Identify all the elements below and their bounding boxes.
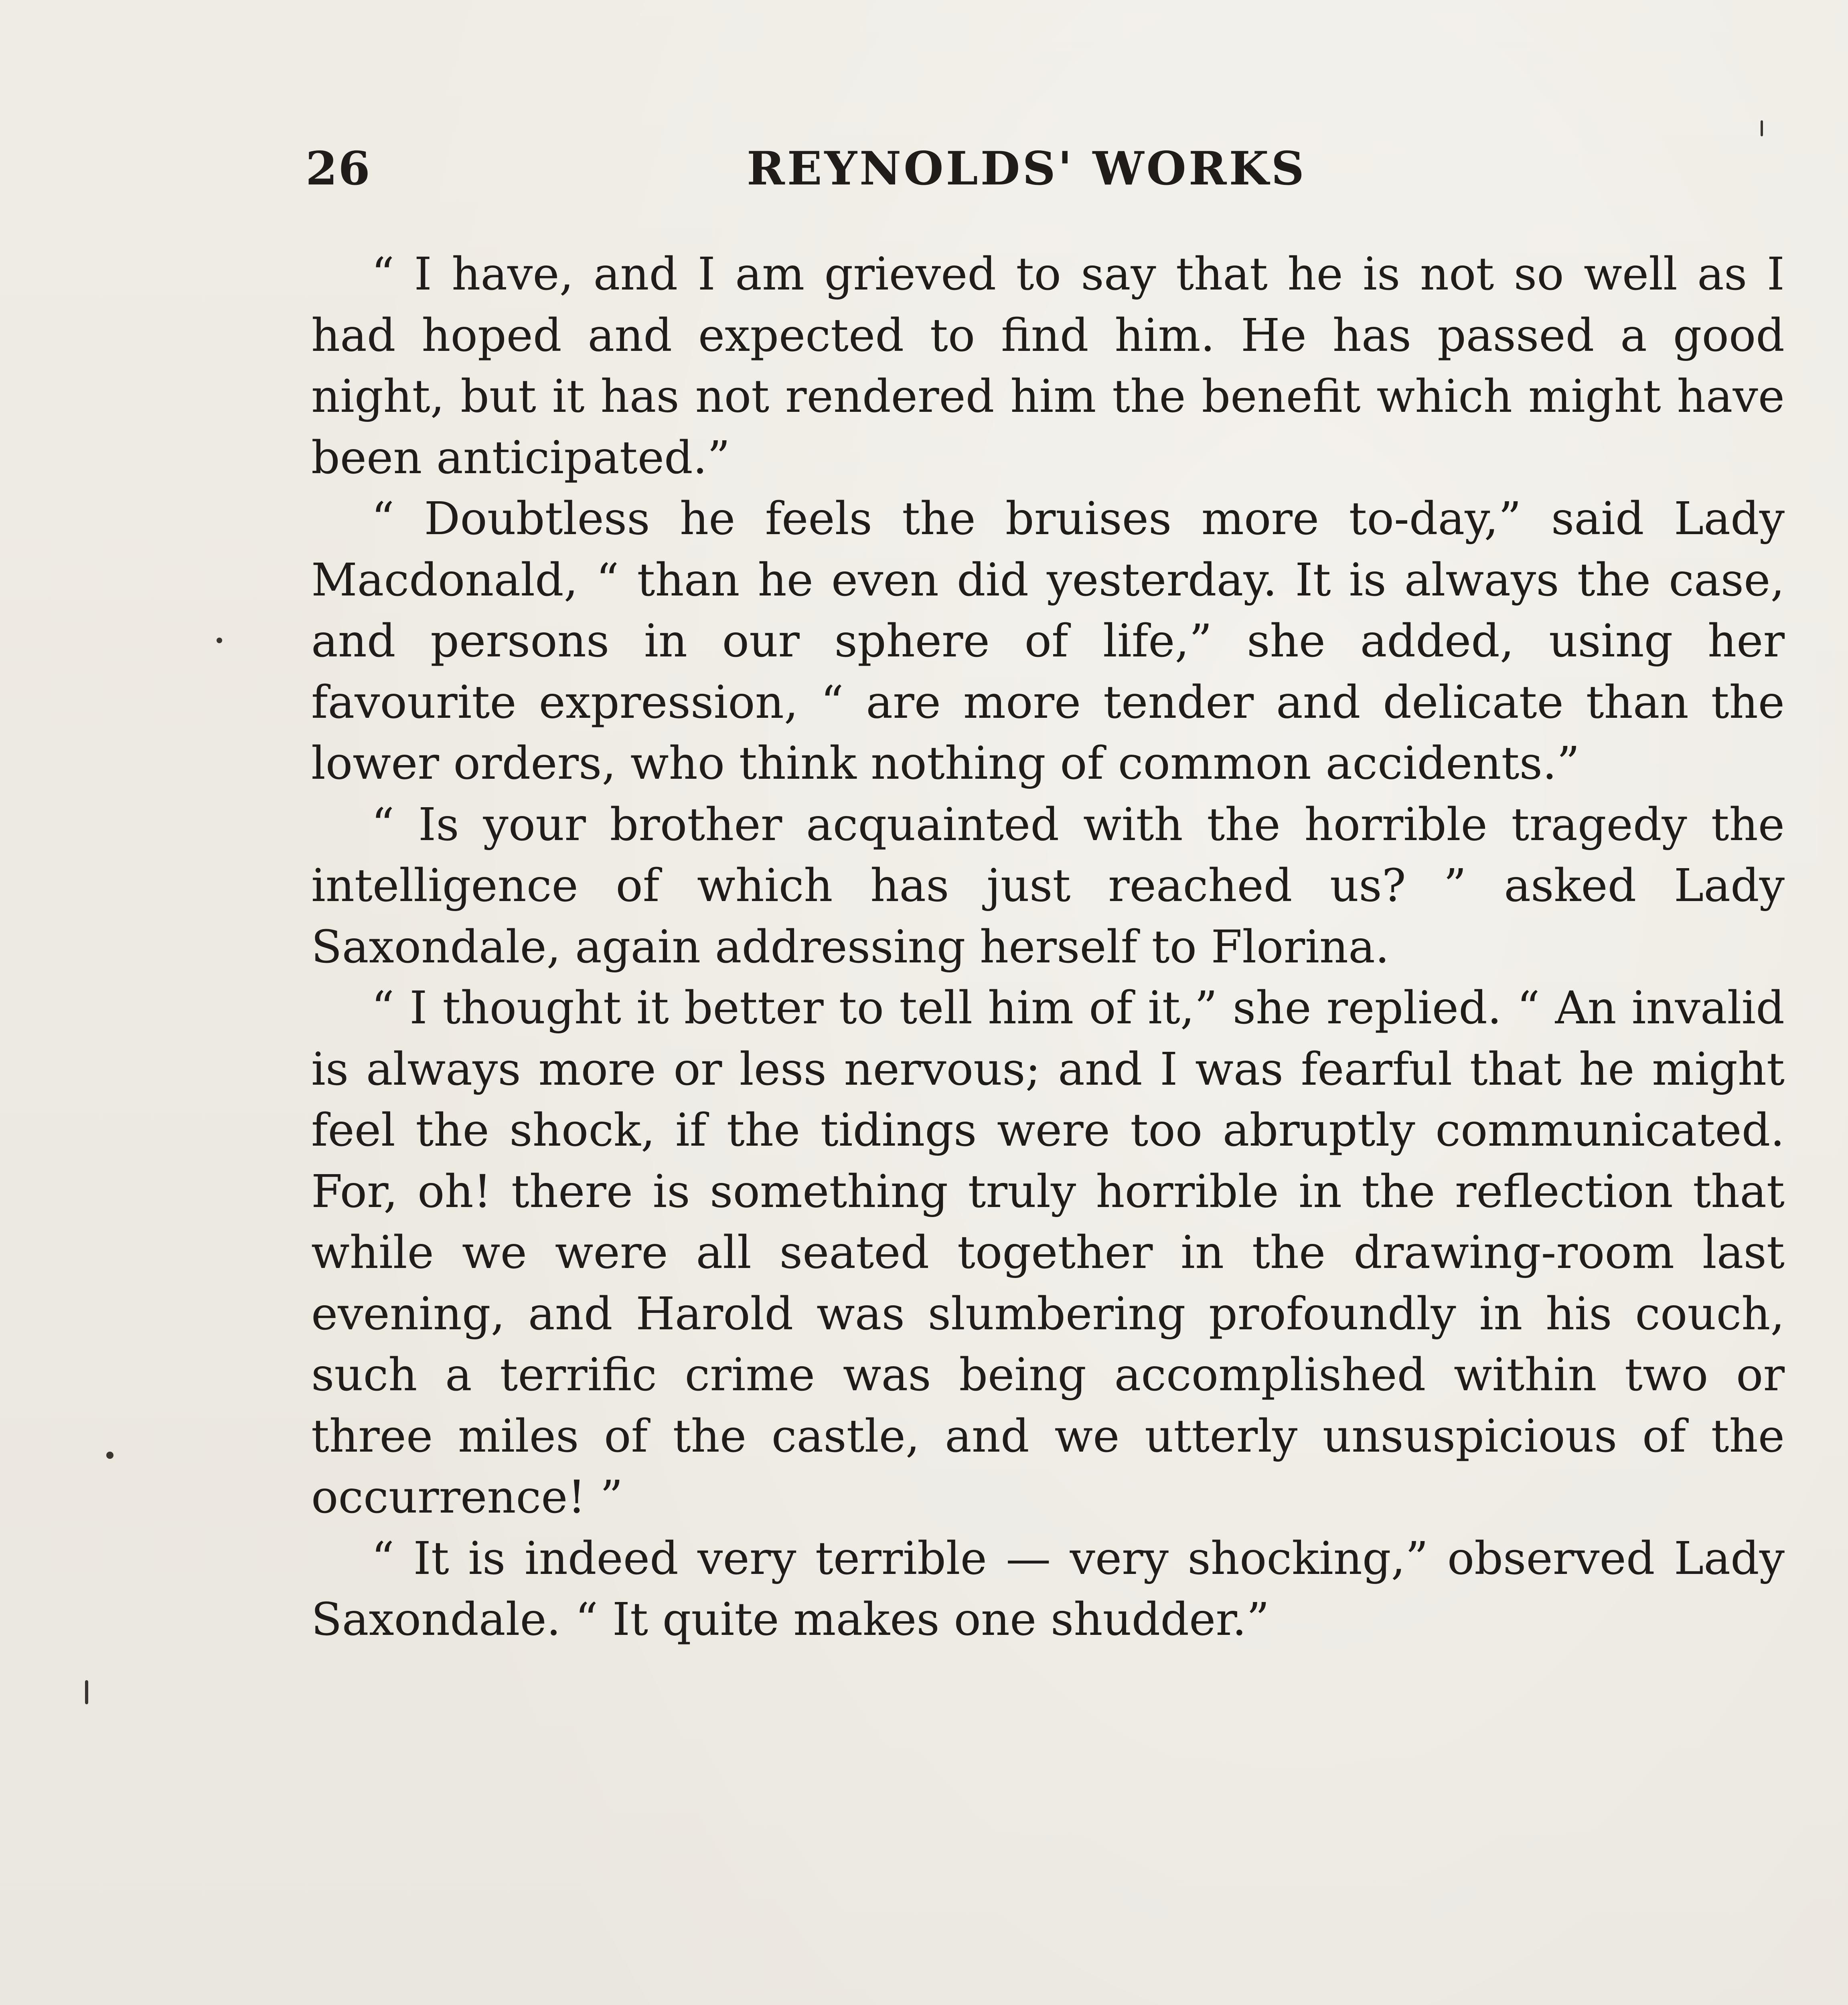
page-header: [306, 138, 1785, 198]
paper-speck: [1761, 120, 1763, 136]
paragraph: “ I have, and I am grieved to say that he is not so well as I had hoped and expected to find him. He has passed a good night, but it has not rendered him the benefit which might have been anticipated.”: [311, 248, 1785, 484]
running-head: REYNOLDS' WORKS: [747, 142, 1307, 195]
paper-speck: [106, 1452, 113, 1459]
paper-speck: [85, 1680, 88, 1704]
page-number: 26: [306, 142, 371, 195]
paragraph: “ Doubtless he feels the bruises more to-day,” said Lady Macdonald, “ than he even did yesterday. It is always the case, and persons in our sphere of life,” she added, using her favourite expression, “ are more tender and delicate than the lower orders, who think nothing of common accidents.”: [311, 493, 1785, 790]
paragraph: “ Is your brother acquainted with the horrible tragedy the intelligence of which has just reached us? ” asked Lady Saxondale, again addressing herself to Florina.: [311, 798, 1785, 973]
body-text: [311, 244, 1785, 1651]
paragraph: “ I thought it better to tell him of it,” she replied. “ An invalid is always more or less nervous; and I was fearful that he might feel the shock, if the tidings were too abruptly communicated. For, oh! there is something truly horrible in the reflection that while we were all seated together in the drawing-room last evening, and Harold was slumbering profoundly in his couch, such a terrific crime was being accomplished within two or three miles of the castle, and we utterly unsuspicious of the occurrence! ”: [311, 982, 1785, 1523]
paragraph: “ It is indeed very terrible — very shocking,” observed Lady Saxondale. “ It quite makes one shudder.”: [311, 1532, 1785, 1646]
paper-speck: [217, 638, 222, 643]
